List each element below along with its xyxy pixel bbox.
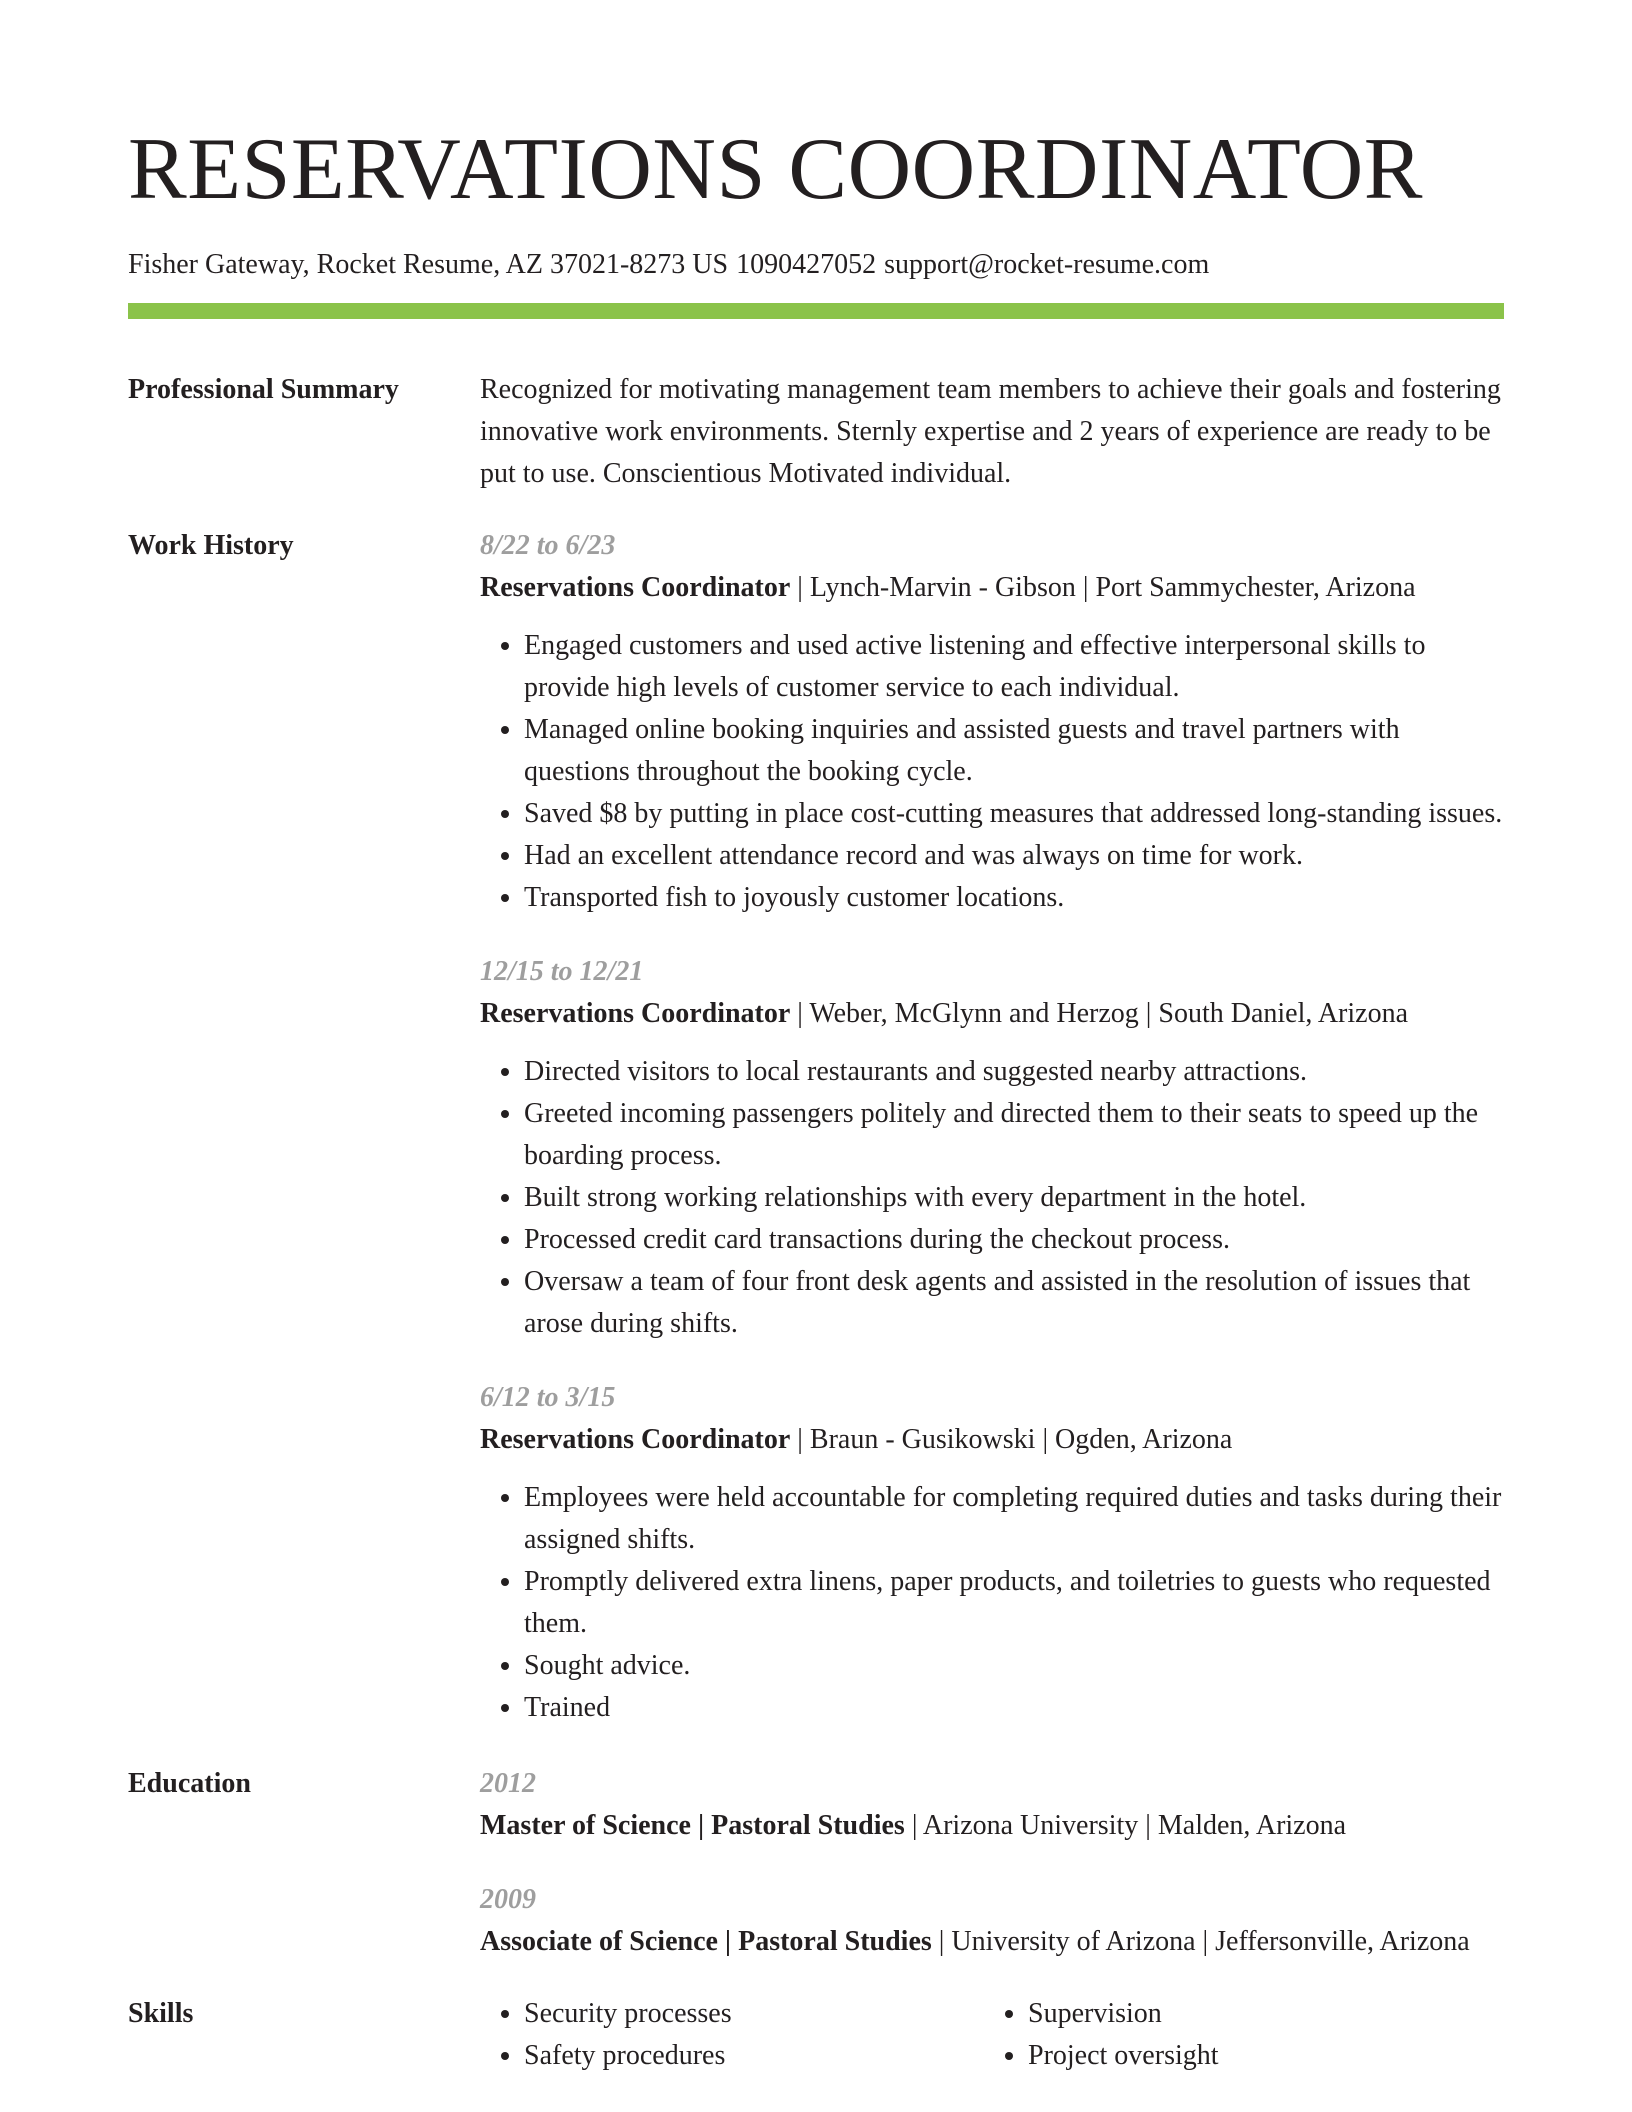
work-history-section [128,525,1504,1729]
education-degree: Master of Science | Pastoral Studies [480,1810,905,1841]
job-bullet: • Managed online booking inquiries and assisted guests and travel partners with questions throughout the booking cycle. [524,709,1504,793]
job-bullet: • Built strong working relationships with every department in the hotel. [524,1177,1504,1219]
job-role-line [480,993,1504,1035]
job-bullet: • Trained [524,1687,1504,1729]
job-role-line [480,1419,1504,1461]
job-bullet: • Promptly delivered extra linens, paper products, and toiletries to guests who requested them. [524,1561,1504,1645]
skills-label: Skills [128,1998,194,2029]
work-history-body [480,525,1504,1729]
education-label: Education [128,1768,251,1799]
summary-section [128,369,1504,495]
job-entry [480,1377,1504,1729]
skills-column-right [984,1993,1488,2077]
education-section [128,1763,1504,1963]
education-year: 2009 [480,1884,536,1915]
job-bullet: • Saved $8 by putting in place cost-cutting measures that addressed long-standing issues. [524,793,1504,835]
education-year: 2012 [480,1768,536,1799]
job-title: Reservations Coordinator [480,1424,791,1455]
summary-label: Professional Summary [128,374,399,405]
skills-body [480,1993,1504,2077]
contact-address: Fisher Gateway, Rocket Resume, AZ 37021-8273 US [128,249,729,280]
job-title: Reservations Coordinator [480,998,791,1029]
job-entry [480,525,1504,919]
job-entry [480,951,1504,1345]
skill-item: • Safety procedures [524,2035,984,2077]
skills-section [128,1993,1504,2077]
job-bullet: • Sought advice. [524,1645,1504,1687]
education-degree-line [480,1805,1504,1847]
job-bullet: • Transported fish to joyously customer locations. [524,877,1504,919]
contact-line [128,248,1504,282]
skills-grid [480,1993,1504,2077]
contact-email: support@rocket-resume.com [884,249,1210,280]
job-role-line [480,567,1504,609]
job-employer-location: | Braun - Gusikowski | Ogden, Arizona [790,1424,1233,1455]
job-bullet: • Processed credit card transactions during the checkout process. [524,1219,1504,1261]
job-bullet: • Oversaw a team of four front desk agents and assisted in the resolution of issues that arose during shifts. [524,1261,1504,1345]
job-bullet: • Employees were held accountable for completing required duties and tasks during their assigned shifts. [524,1477,1504,1561]
skills-column-left [480,1993,984,2077]
job-bullets [480,1477,1504,1729]
education-school-location: | Arizona University | Malden, Arizona [904,1810,1347,1841]
education-school-location: | University of Arizona | Jeffersonville, Arizona [931,1926,1470,1957]
education-degree: Associate of Science | Pastoral Studies [480,1926,932,1957]
skill-item: • Project oversight [1028,2035,1488,2077]
job-bullets [480,1051,1504,1345]
job-employer-location: | Weber, McGlynn and Herzog | South Daniel, Arizona [790,998,1409,1029]
job-employer-location: | Lynch-Marvin - Gibson | Port Sammychester, Arizona [790,572,1416,603]
contact-phone: 1090427052 [736,249,877,280]
job-bullet: • Greeted incoming passengers politely and directed them to their seats to speed up the boarding process. [524,1093,1504,1177]
job-bullets [480,625,1504,919]
job-dates: 8/22 to 6/23 [480,530,616,561]
accent-divider [128,303,1504,319]
job-bullet: • Had an excellent attendance record and was always on time for work. [524,835,1504,877]
skill-item: • Supervision [1028,1993,1488,2035]
work-history-label: Work History [128,530,294,561]
job-bullet: • Engaged customers and used active listening and effective interpersonal skills to provide high levels of customer service to each individual. [524,625,1504,709]
job-title: Reservations Coordinator [480,572,791,603]
job-dates: 6/12 to 3/15 [480,1382,616,1413]
job-bullet: • Directed visitors to local restaurants and suggested nearby attractions. [524,1051,1504,1093]
education-degree-line [480,1921,1504,1963]
education-entry [480,1879,1504,1963]
resume-title: RESERVATIONS COORDINATOR [128,121,1424,218]
job-dates: 12/15 to 12/21 [480,956,644,987]
summary-text: Recognized for motivating management team members to achieve their goals and fostering innovative work environments. Sternly expertise and 2 years of experience are ready to be put to use. Conscientious Motivated individual. [480,374,1501,489]
education-entry [480,1763,1504,1847]
skill-item: • Security processes [524,1993,984,2035]
education-body [480,1763,1504,1963]
